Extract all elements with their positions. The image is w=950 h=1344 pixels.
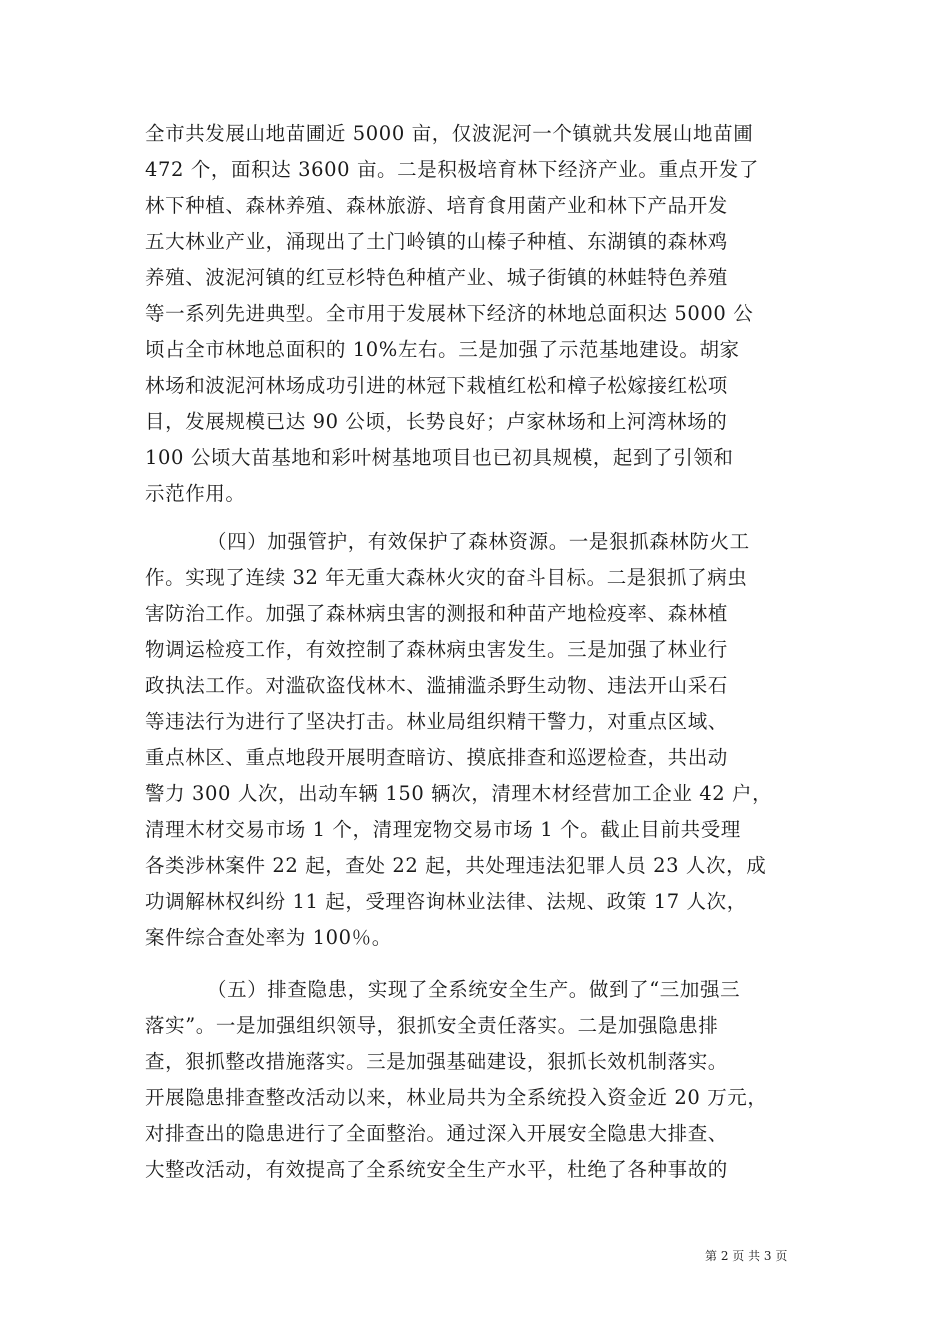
text-line: 五大林业产业，涌现出了土门岭镇的山榛子种植、东湖镇的森林鸡 xyxy=(145,230,728,253)
text-line: 害防治工作。加强了森林病虫害的测报和种苗产地检疫率、森林植 xyxy=(145,602,728,625)
paragraph-five-heading-line: （五）排查隐患，实现了全系统安全生产。做到了“三加强三 xyxy=(207,978,741,1001)
text-line: 案件综合查处率为 100％。 xyxy=(145,926,392,949)
text-line: 物调运检疫工作，有效控制了森林病虫害发生。三是加强了林业行 xyxy=(145,638,728,661)
text-line: 472 个，面积达 3600 亩。二是积极培育林下经济产业。重点开发了 xyxy=(145,158,759,181)
page-number-footer: 第 2 页 共 3 页 xyxy=(705,1249,788,1263)
text-line: 落实”。一是加强组织领导，狠抓安全责任落实。二是加强隐患排 xyxy=(145,1014,719,1037)
text-line: 100 公顷大苗基地和彩叶树基地项目也已初具规模，起到了引领和 xyxy=(145,446,734,469)
text-line: 等一系列先进典型。全市用于发展林下经济的林地总面积达 5000 公 xyxy=(145,302,754,325)
text-line: 全市共发展山地苗圃近 5000 亩，仅波泥河一个镇就共发展山地苗圃 xyxy=(145,122,754,145)
text-line: 对排查出的隐患进行了全面整治。通过深入开展安全隐患大排查、 xyxy=(145,1122,728,1145)
text-line: 开展隐患排查整改活动以来，林业局共为全系统投入资金近 20 万元， xyxy=(145,1086,768,1109)
text-line: 林场和波泥河林场成功引进的林冠下栽植红松和樟子松嫁接红松项 xyxy=(145,374,728,397)
text-line: 大整改活动，有效提高了全系统安全生产水平，杜绝了各种事故的 xyxy=(145,1158,728,1181)
text-line: 作。实现了连续 32 年无重大森林火灾的奋斗目标。二是狠抓了病虫 xyxy=(145,566,748,589)
text-line: 各类涉林案件 22 起，查处 22 起，共处理违法犯罪人员 23 人次，成 xyxy=(145,854,767,877)
text-line: 政执法工作。对滥砍盗伐林木、滥捕滥杀野生动物、违法开山采石 xyxy=(145,674,728,697)
text-line: 等违法行为进行了坚决打击。林业局组织精干警力，对重点区域、 xyxy=(145,710,728,733)
text-line: 警力 300 人次，出动车辆 150 辆次，清理木材经营加工企业 42 户， xyxy=(145,782,773,805)
text-line: 功调解林权纠纷 11 起，受理咨询林业法律、法规、政策 17 人次， xyxy=(145,890,747,913)
text-line: 清理木材交易市场 1 个，清理宠物交易市场 1 个。截止目前共受理 xyxy=(145,818,741,841)
text-line: 顷占全市林地总面积的 10%左右。三是加强了示范基地建设。胡家 xyxy=(145,338,740,361)
text-line: 养殖、波泥河镇的红豆杉特色种植产业、城子街镇的林蛙特色养殖 xyxy=(145,266,728,289)
text-line: 示范作用。 xyxy=(145,482,246,505)
paragraph-four-heading-line: （四）加强管护，有效保护了森林资源。一是狠抓森林防火工 xyxy=(207,530,750,553)
text-line: 目，发展规模已达 90 公顷，长势良好；卢家林场和上河湾林场的 xyxy=(145,410,728,433)
text-line: 林下种植、森林养殖、森林旅游、培育食用菌产业和林下产品开发 xyxy=(145,194,728,217)
text-line: 查，狠抓整改措施落实。三是加强基础建设，狠抓长效机制落实。 xyxy=(145,1050,728,1073)
text-line: 重点林区、重点地段开展明查暗访、摸底排查和巡逻检查，共出动 xyxy=(145,746,728,769)
